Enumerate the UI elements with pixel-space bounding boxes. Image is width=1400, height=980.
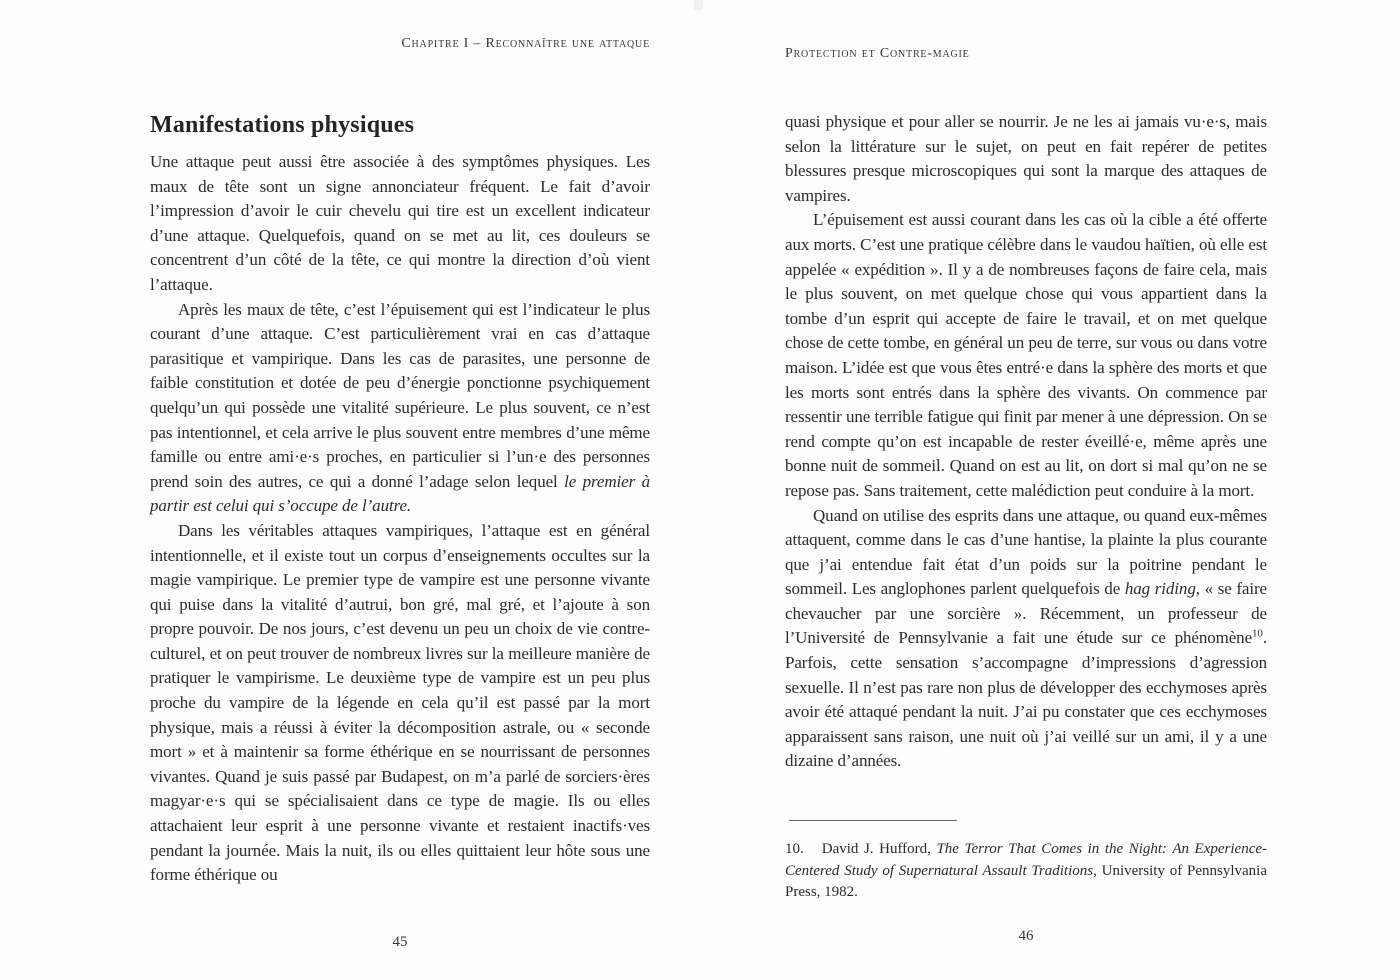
- right-running-head: Protection et Contre-magie: [785, 46, 970, 61]
- paragraph-text: Dans les véritables attaques vampiriques, l’attaque est en général intentionnelle, et il existe tout un corpus d’enseignements occultes sur la magie vampirique. Le premier type de vampire est une personne vivante qui puise dans la vitalité d’autrui, bon gré, mal gré, et l’ajoute à son propre pouvoir. De nos jours, c’est devenu un peu un choix de vie contre-culturel, et on peut trouver de nombreux livres sur la meilleure manière de pratiquer le vampirisme. Le deuxième type de vampire est un peu plus proche du vampire de la légende en cela qu’il est passé par la mort physique, mais a réussi à éviter la décomposition astrale, ou « seconde mort » et à maintenir sa forme éthérique en se nourrissant de personnes vivantes. Quand je suis passé par Budapest, on m’a parlé de sorciers·ères magyar·e·s qui se spécialisaient dans ce type de magie. Ils ou elles attachaient leur esprit à une personne vivante et restaient inactifs·ves pendant la journée. Mais la nuit, ils ou elles quittaient leur hôte sous une forme éthérique ou: [150, 520, 650, 885]
- paragraph: [785, 110, 1267, 208]
- footnote-block: [785, 820, 1267, 904]
- footnote-number: 10.: [785, 841, 804, 857]
- paragraph: [150, 150, 650, 298]
- paragraph-italic-text: hag riding: [1124, 579, 1196, 599]
- right-page-number: 46: [1018, 928, 1034, 944]
- paragraph-text: , « se faire chevaucher par une sorcière ». Récemment, un professeur de l’Université de Pennsylvanie a fait une étude sur ce phénomène: [785, 579, 1267, 648]
- paragraph-text: Après les maux de tête, c’est l’épuisement qui est l’indicateur le plus courant d’une attaque. C’est particulièrement vrai en cas d’attaque parasitique et vampirique. Dans les cas de parasites, une personne de faible constitution et dotée de peu d’énergie ponctionne psychiquement quelqu’un qui possède une vitalité supérieure. Le plus souvent, ce n’est pas intentionnel, et cela arrive le plus souvent entre membres d’une même famille ou entre ami·e·s proches, en particulier si l’un·e des personnes prend soin des autres, ce qui a donné l’adage selon lequel: [150, 299, 650, 491]
- left-running-head: Chapitre I – Reconnaître une attaque: [401, 36, 650, 51]
- footnote-reference: 10: [1252, 627, 1263, 640]
- paragraph: [150, 298, 650, 519]
- paragraph-text: Quand on utilise des esprits dans une attaque, ou quand eux-mêmes attaquent, comme dans le cas d’une hantise, la plainte la plus courante que j’ai entendue fait état d’un poids sur la poitrine pendant le sommeil. Les anglophones parlent quelquefois de: [785, 505, 1267, 599]
- left-page-number: 45: [392, 934, 408, 950]
- paragraph: [785, 208, 1267, 503]
- paragraph: [150, 519, 650, 888]
- footnote-rule: [789, 820, 957, 821]
- footnote-book-title: The Terror That Comes in the Night: An Experience-Centered Study of Supernatural Assault Traditions: [785, 841, 1268, 879]
- paragraph-italic-text: le premier à partir est celui qui s’occupe de l’autre.: [150, 471, 650, 516]
- right-page-body: [785, 110, 1267, 774]
- paragraph-text: quasi physique et pour aller se nourrir. Je ne les ai jamais vu·e·s, mais selon la littérature sur le sujet, on peut en fait repérer de petites blessures presque microscopiques qui sont la marque des attaques de vampires.: [785, 112, 1267, 205]
- footnote-text: , University of Pennsylvania Press, 1982.: [785, 862, 1267, 900]
- section-title: Manifestations physiques: [150, 112, 415, 139]
- left-page-body: [150, 150, 650, 888]
- paragraph-text: Une attaque peut aussi être associée à des symptômes physiques. Les maux de tête sont un signe annonciateur fréquent. Le fait d’avoir l’impression d’avoir le cuir chevelu qui tire est un excellent indicateur d’une attaque. Quelquefois, quand on se met au lit, ces douleurs se concentrent d’un côté de la tête, ce qui montre la direction d’où vient l’attaque.: [150, 152, 650, 294]
- paragraph-text: L’épuisement est aussi courant dans les cas où la cible a été offerte aux morts. C’est une pratique célèbre dans le vaudou haïtien, où elle est appelée « expédition ». Il y a de nombreuses façons de faire cela, mais le plus souvent, on met quelque chose qui vous appartient dans la tombe d’un esprit qui accepte de faire le travail, et on met quelque chose de cette tombe, en général un peu de terre, sur vous ou dans votre maison. L’idée est que vous êtes entré·e dans la sphère des morts et que les morts sont entrés dans la sphère des vivants. On commence par ressentir une terrible fatigue qui finit par mener à une dépression. On se rend compte qu’on est incapable de rester éveillé·e, même après une bonne nuit de sommeil. Quand on est au lit, on dort si mal qu’on ne se repose pas. Sans traitement, cette malédiction peut conduire à la mort.: [785, 210, 1267, 500]
- paragraph: [785, 504, 1267, 775]
- footnote-text: David J. Hufford,: [821, 841, 937, 857]
- footnote: [785, 839, 1267, 904]
- paragraph-text: . Parfois, cette sensation s’accompagne d’impressions d’agression sexuelle. Il n’est pas rare non plus de développer des ecchymoses après avoir été attaqué pendant la nuit. J’ai pu constater que ces ecchymoses apparaissent sans raison, une nuit où j’ai veillé sur un ami, il y a une dizaine d’années.: [785, 628, 1267, 771]
- scan-artifact: [694, 0, 703, 10]
